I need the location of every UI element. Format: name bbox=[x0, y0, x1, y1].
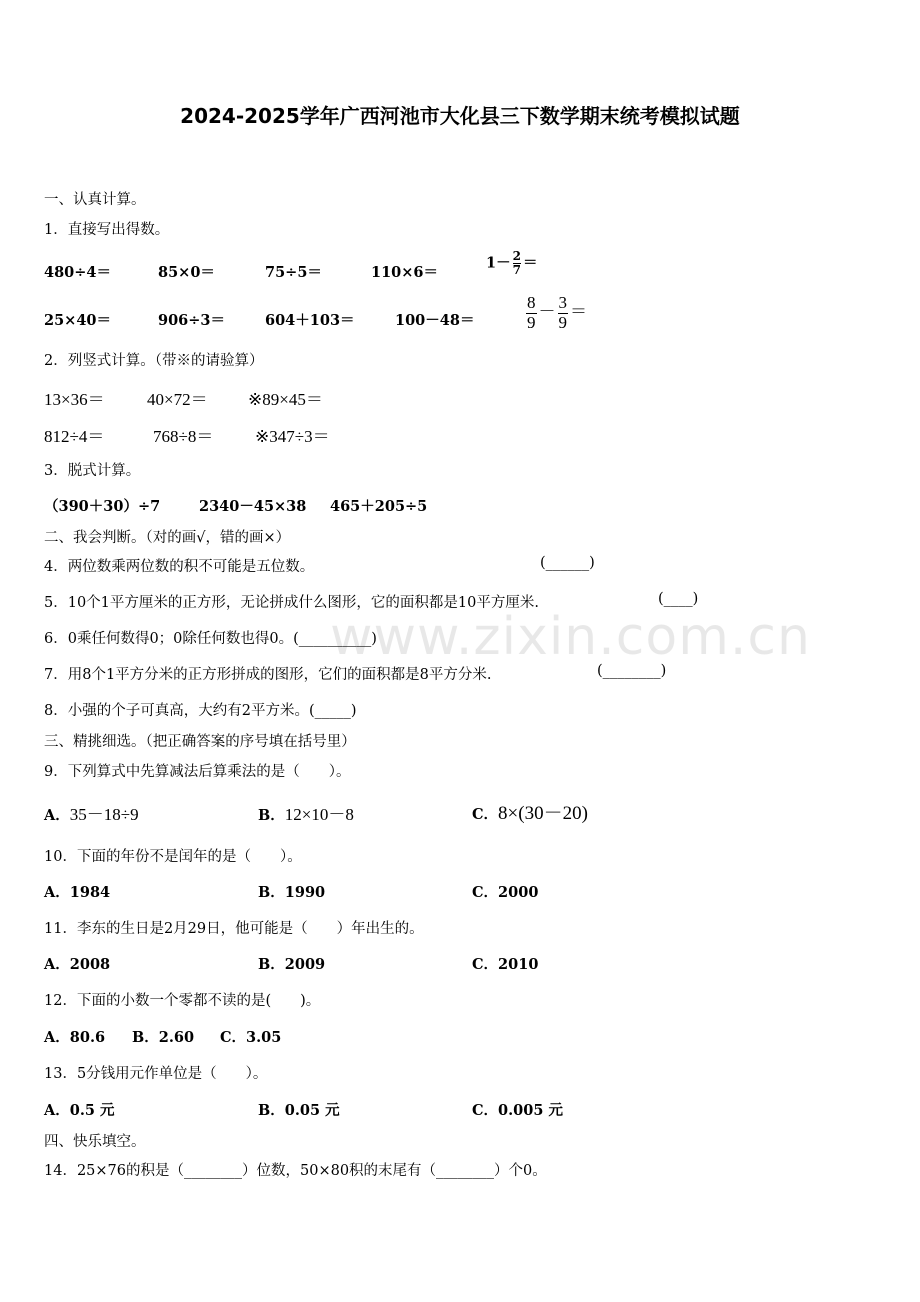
option-value: 12×10－8 bbox=[284, 805, 354, 824]
option-label: B． bbox=[258, 1102, 285, 1119]
option-value: 8×(30－20) bbox=[498, 803, 588, 824]
q1-r2-item-4: 100－48＝ bbox=[395, 312, 475, 329]
option-label: C． bbox=[472, 806, 499, 823]
option-value: 2.60 bbox=[158, 1029, 195, 1046]
q12-option-a[interactable] bbox=[44, 1026, 105, 1047]
option-label: C． bbox=[472, 1102, 499, 1119]
q1-r2-item-3: 604＋103＝ bbox=[265, 312, 355, 329]
q7-answer-blank[interactable]: (________) bbox=[597, 663, 667, 679]
option-value: 2000 bbox=[498, 884, 539, 901]
numerator-b: 3 bbox=[558, 293, 567, 312]
option-value: 2008 bbox=[69, 956, 111, 973]
option-label: C． bbox=[220, 1029, 247, 1046]
option-label: C． bbox=[472, 884, 499, 901]
frac-tail: ＝ bbox=[522, 254, 538, 272]
page-title: 2024-2025学年广西河池市大化县三下数学期末统考模拟试题 bbox=[180, 104, 740, 128]
option-value: 2010 bbox=[498, 956, 539, 973]
q2-r1-item-2: 40×72＝ bbox=[147, 390, 208, 409]
option-value: 0.005 元 bbox=[498, 1102, 563, 1119]
q2-r2-item-3: ※347÷3＝ bbox=[255, 427, 330, 446]
q13-option-a[interactable] bbox=[44, 1099, 115, 1120]
option-label: B． bbox=[258, 807, 285, 824]
option-label: A． bbox=[44, 1102, 70, 1119]
denominator-a: 9 bbox=[527, 312, 536, 332]
q1-r2-fraction-expr bbox=[524, 294, 587, 332]
q1-r1-item-3: 75÷5＝ bbox=[265, 264, 322, 281]
q6-text: 6．0乘任何数得0；0除任何数也得0。(__________) bbox=[44, 631, 377, 647]
q3-item-1: （390＋30）÷7 bbox=[44, 498, 161, 515]
q2-r1-item-1: 13×36＝ bbox=[44, 390, 105, 409]
option-value: 1990 bbox=[284, 884, 326, 901]
option-value: 35－18÷9 bbox=[69, 805, 139, 824]
fraction-a bbox=[526, 294, 537, 332]
section-1-heading: 一、认真计算。 bbox=[44, 192, 146, 208]
q2-r2-item-1: 812÷4＝ bbox=[44, 427, 105, 446]
option-label: B． bbox=[258, 884, 285, 901]
q2-r2-item-2: 768÷8＝ bbox=[153, 427, 214, 446]
q10-option-c[interactable] bbox=[472, 881, 538, 902]
q9-prompt: 9．下列算式中先算减法后算乘法的是（ ）。 bbox=[44, 764, 351, 780]
q1-r1-item-1: 480÷4＝ bbox=[44, 264, 112, 281]
option-value: 0.05 元 bbox=[284, 1102, 340, 1119]
option-label: A． bbox=[44, 1029, 70, 1046]
q11-option-b[interactable] bbox=[258, 953, 325, 974]
q8-text: 8．小强的个子可真高，大约有2平方米。(_____) bbox=[44, 703, 357, 719]
q5-text: 5．10个1平方厘米的正方形，无论拼成什么图形，它的面积都是10平方厘米. bbox=[44, 595, 539, 611]
numerator: 2 bbox=[512, 249, 521, 263]
q1-prompt: 1．直接写出得数。 bbox=[44, 222, 170, 238]
q10-option-b[interactable] bbox=[258, 881, 325, 902]
denominator: 7 bbox=[512, 263, 521, 278]
option-value: 80.6 bbox=[69, 1029, 106, 1046]
q5-answer-blank[interactable]: (____) bbox=[658, 591, 699, 607]
option-label: C． bbox=[472, 956, 499, 973]
q13-prompt: 13．5分钱用元作单位是（ ）。 bbox=[44, 1066, 268, 1082]
q9-option-b[interactable] bbox=[258, 800, 354, 825]
q12-option-c[interactable] bbox=[220, 1026, 281, 1047]
fraction-b bbox=[558, 294, 569, 332]
section-4-heading: 四、快乐填空。 bbox=[44, 1134, 146, 1150]
q12-option-b[interactable] bbox=[132, 1026, 194, 1047]
q3-prompt: 3．脱式计算。 bbox=[44, 463, 141, 479]
option-value: 1984 bbox=[69, 884, 111, 901]
q9-option-a[interactable] bbox=[44, 800, 139, 825]
q14-text: 14．25×76的积是（________）位数，50×80积的末尾有（________）个0。 bbox=[44, 1163, 547, 1179]
frac-lead: 1－ bbox=[486, 254, 511, 272]
numerator-a: 8 bbox=[527, 293, 536, 312]
q7-text: 7．用8个1平方分米的正方形拼成的图形，它们的面积都是8平方分米. bbox=[44, 667, 492, 683]
q4-answer-blank[interactable]: (______) bbox=[540, 555, 595, 571]
option-label: B． bbox=[258, 956, 285, 973]
q1-r2-item-2: 906÷3＝ bbox=[158, 312, 226, 329]
q3-item-2: 2340－45×38 bbox=[199, 498, 307, 515]
option-value: 0.5 元 bbox=[69, 1102, 115, 1119]
option-label: A． bbox=[44, 956, 70, 973]
denominator-b: 9 bbox=[558, 312, 567, 332]
frac-tail: ＝ bbox=[570, 302, 587, 322]
q3-item-3: 465＋205÷5 bbox=[330, 498, 428, 515]
q2-prompt: 2．列竖式计算。（带※的请验算） bbox=[44, 353, 264, 369]
q1-r2-item-1: 25×40＝ bbox=[44, 312, 112, 329]
option-value: 2009 bbox=[284, 956, 326, 973]
section-3-heading: 三、精挑细选。（把正确答案的序号填在括号里） bbox=[44, 734, 356, 750]
q10-option-a[interactable] bbox=[44, 881, 110, 902]
q13-option-b[interactable] bbox=[258, 1099, 340, 1120]
q10-prompt: 10．下面的年份不是闰年的是（ ）。 bbox=[44, 849, 302, 865]
q1-r1-item-2: 85×0＝ bbox=[158, 264, 215, 281]
q11-option-c[interactable] bbox=[472, 953, 538, 974]
q1-r1-fraction-expr bbox=[486, 250, 537, 277]
option-label: A． bbox=[44, 807, 70, 824]
q9-option-c[interactable] bbox=[472, 798, 588, 825]
q13-option-c[interactable] bbox=[472, 1099, 563, 1120]
q11-prompt: 11．李东的生日是2月29日，他可能是（ ）年出生的。 bbox=[44, 921, 424, 937]
option-label: B． bbox=[132, 1029, 159, 1046]
q2-r1-item-3: ※89×45＝ bbox=[248, 390, 323, 409]
q4-text: 4．两位数乘两位数的积不可能是五位数。 bbox=[44, 559, 315, 575]
q12-prompt: 12．下面的小数一个零都不读的是( )。 bbox=[44, 993, 321, 1009]
frac-op: － bbox=[538, 302, 556, 322]
watermark: www.zixin.com.cn bbox=[330, 607, 811, 667]
fraction bbox=[513, 250, 521, 277]
section-2-heading: 二、我会判断。（对的画√，错的画×） bbox=[44, 530, 291, 546]
q1-r1-item-4: 110×6＝ bbox=[371, 264, 439, 281]
option-label: A． bbox=[44, 884, 70, 901]
option-value: 3.05 bbox=[246, 1029, 282, 1046]
q11-option-a[interactable] bbox=[44, 953, 110, 974]
